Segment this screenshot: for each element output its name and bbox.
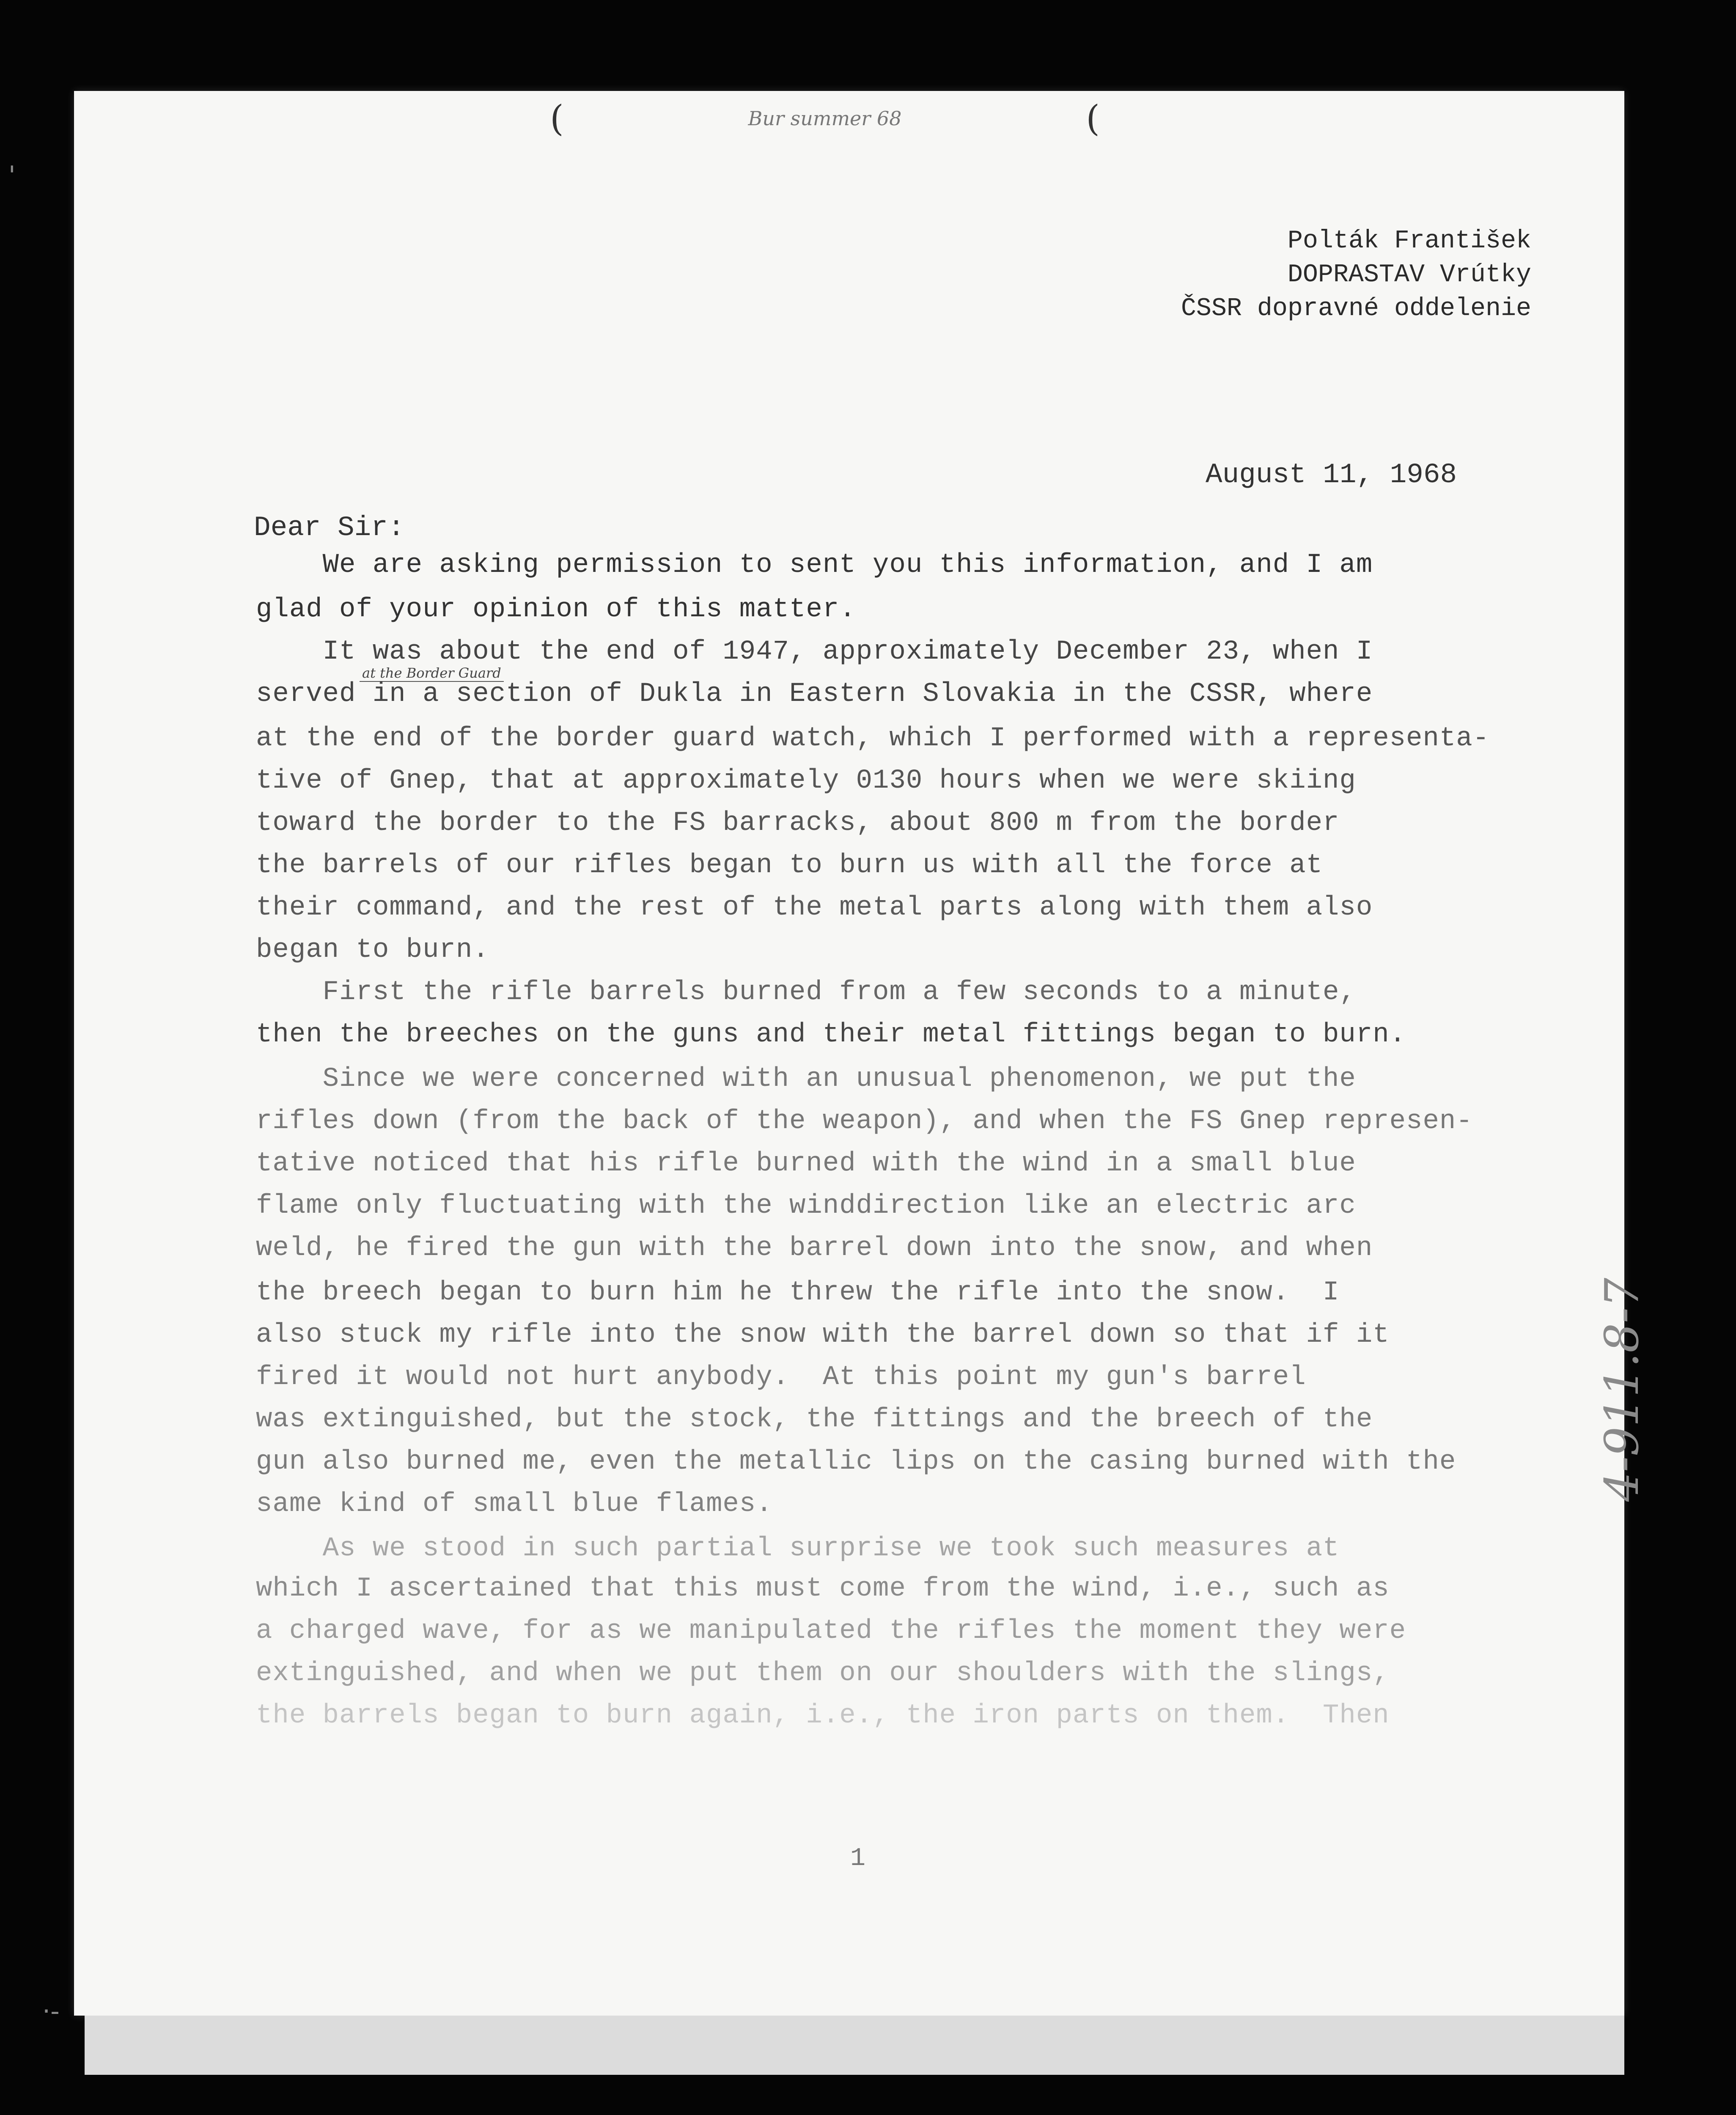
body-line: toward the border to the FS barracks, about 800 m from the border (256, 808, 1340, 838)
frame-mark-left: ' (8, 161, 16, 190)
sender-name: Polták František (1287, 227, 1531, 255)
top-note-text: Bur summer 68 (748, 107, 902, 130)
sender-address-block (1108, 224, 1531, 326)
sender-department: ČSSR dopravné oddelenie (1181, 294, 1531, 323)
body-line: which I ascertained that this must come from the wind, i.e., such as (256, 1574, 1390, 1604)
frame-mark-bottom-left: ·- (42, 1997, 60, 2026)
document-page-bottom-edge (85, 2016, 1624, 2075)
body-line: tive of Gnep, that at approximately 0130 hours when we were skiing (256, 766, 1356, 796)
body-line: First the rifle barrels burned from a few seconds to a minute, (256, 977, 1356, 1008)
body-line: same kind of small blue flames. (256, 1489, 773, 1519)
body-line: It was about the end of 1947, approximately December 23, when I (256, 637, 1373, 667)
page-number: 1 (850, 1844, 866, 1873)
body-line: We are asking permission to sent you this information, and I am (256, 550, 1373, 580)
body-line: served in a section of Dukla in Eastern Slovakia in the CSSR, where (256, 679, 1373, 709)
body-line: the breech began to burn him he threw the rifle into the snow. I (256, 1277, 1340, 1308)
sender-organization: DOPRASTAV Vrútky (1287, 261, 1531, 289)
body-line: the barrels began to burn again, i.e., the iron parts on them. Then (256, 1700, 1390, 1731)
body-line: weld, he fired the gun with the barrel down into the snow, and when (256, 1233, 1373, 1264)
body-line: began to burn. (256, 935, 489, 965)
handwritten-annotation: at the Border Guard (360, 665, 504, 682)
body-line: gun also burned me, even the metallic lips on the casing burned with the (256, 1447, 1456, 1477)
handwritten-top-note (550, 99, 1100, 137)
body-line: fired it would not hurt anybody. At this point my gun's barrel (256, 1362, 1306, 1393)
body-line: glad of your opinion of this matter. (256, 594, 856, 625)
handwritten-side-number: 4-911.8-7 (1595, 1277, 1649, 1502)
top-note-left-paren: ( (550, 98, 564, 139)
letter-date: August 11, 1968 (1206, 459, 1457, 491)
body-line: was extinguished, but the stock, the fittings and the breech of the (256, 1404, 1373, 1435)
body-line: then the breeches on the guns and their metal fittings began to burn. (256, 1019, 1406, 1050)
body-line: flame only fluctuating with the winddirection like an electric arc (256, 1191, 1356, 1221)
body-line: extinguished, and when we put them on our shoulders with the slings, (256, 1658, 1390, 1689)
body-line: tative noticed that his rifle burned with the wind in a small blue (256, 1148, 1356, 1179)
salutation: Dear Sir: (254, 512, 405, 544)
top-note-right-paren: ( (1086, 98, 1100, 139)
body-line: also stuck my rifle into the snow with the barrel down so that if it (256, 1320, 1390, 1350)
body-line: their command, and the rest of the metal parts along with them also (256, 893, 1373, 923)
body-line: at the end of the border guard watch, which I performed with a representa- (256, 723, 1490, 754)
body-line: rifles down (from the back of the weapon), and when the FS Gnep represen- (256, 1106, 1473, 1137)
body-line: a charged wave, for as we manipulated the rifles the moment they were (256, 1616, 1406, 1646)
body-line: the barrels of our rifles began to burn us with all the force at (256, 850, 1323, 881)
body-line: As we stood in such partial surprise we took such measures at (256, 1533, 1340, 1564)
body-line: Since we were concerned with an unusual phenomenon, we put the (256, 1064, 1356, 1094)
